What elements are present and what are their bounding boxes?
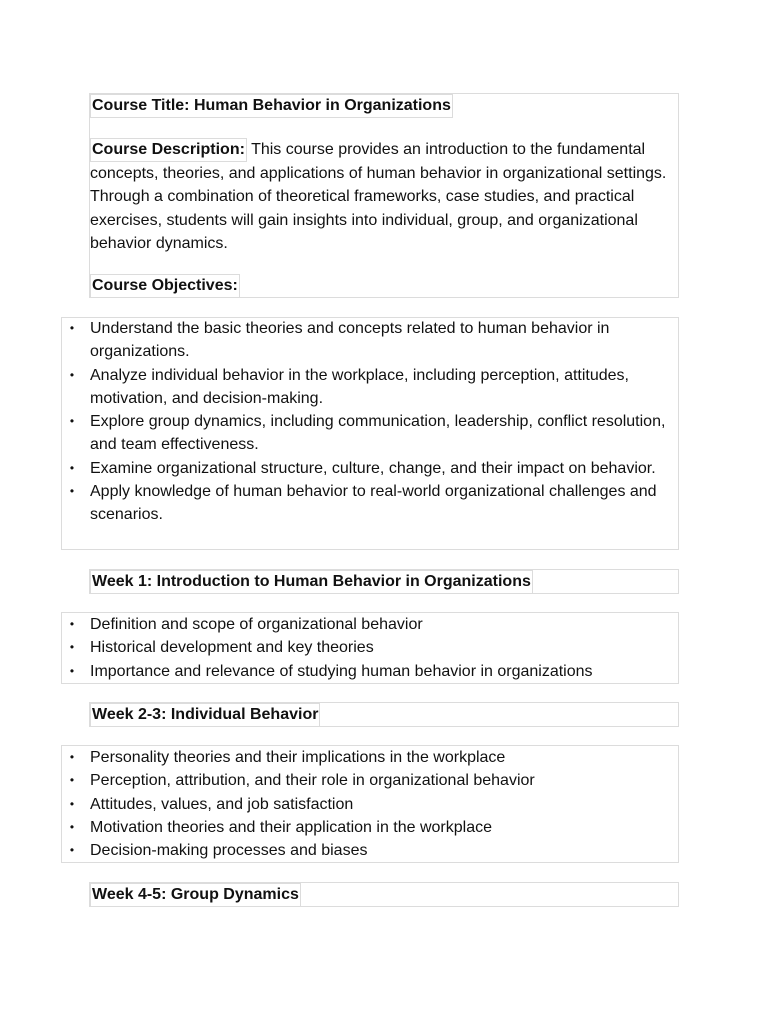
bullet-icon: •: [69, 843, 75, 858]
list-item: • Motivation theories and their application in the workplace: [62, 816, 678, 839]
week-4-5-heading-label: Week 4-5: Group Dynamics: [90, 883, 301, 907]
list-item: • Definition and scope of organizational behavior: [62, 613, 678, 636]
course-description: [90, 138, 676, 255]
course-objectives-heading: [90, 274, 676, 298]
course-description-label: Course Description:: [90, 138, 247, 162]
objectives-list: [62, 317, 678, 527]
week-1-heading: [90, 570, 676, 594]
bullet-icon: •: [69, 321, 75, 335]
bullet-icon: •: [69, 617, 75, 631]
bullet-icon: •: [69, 460, 75, 475]
course-description-text: This course provides an introduction to the fundamental concepts, theories, and applications of human behavior in organizational settings. Through a combination of theoretical frameworks, case studies, and practical exercises, students will gain insights into individual, group, and organizational behavior dynamics.: [90, 141, 667, 252]
list-item: • Analyze individual behavior in the workplace, including perception, attitudes, motivation, and decision-making.: [62, 364, 678, 411]
list-item: • Explore group dynamics, including communication, leadership, conflict resolution, and team effectiveness.: [62, 410, 678, 457]
week-2-3-heading-label: Week 2-3: Individual Behavior: [90, 703, 320, 727]
list-item: • Personality theories and their implications in the workplace: [62, 746, 678, 769]
course-objectives-label: Course Objectives:: [90, 274, 240, 298]
list-item: • Perception, attribution, and their role in organizational behavior: [62, 769, 678, 792]
course-title: [90, 94, 676, 118]
week-2-3-list: [62, 746, 678, 862]
list-item: • Understand the basic theories and concepts related to human behavior in organizations.: [62, 317, 678, 364]
week-1-list: [62, 613, 678, 683]
week-1-heading-label: Week 1: Introduction to Human Behavior in Organizations: [90, 570, 533, 594]
list-item: • Attitudes, values, and job satisfaction: [62, 793, 678, 816]
bullet-icon: •: [69, 773, 75, 788]
bullet-icon: •: [69, 640, 75, 655]
bullet-icon: •: [69, 663, 75, 678]
week-4-5-heading: [90, 883, 676, 907]
bullet-icon: •: [69, 414, 75, 429]
week-2-3-heading: [90, 703, 676, 727]
list-item: • Historical development and key theories: [62, 636, 678, 659]
list-item: • Examine organizational structure, culture, change, and their impact on behavior.: [62, 457, 678, 480]
bullet-icon: •: [69, 484, 75, 499]
bullet-icon: •: [69, 819, 75, 834]
bullet-icon: •: [69, 796, 75, 811]
bullet-icon: •: [69, 750, 75, 764]
list-item: • Decision-making processes and biases: [62, 839, 678, 862]
bullet-icon: •: [69, 367, 75, 382]
list-item: • Apply knowledge of human behavior to real-world organizational challenges and scenarios.: [62, 480, 678, 527]
course-title-label: Course Title: Human Behavior in Organizations: [90, 94, 453, 118]
list-item: • Importance and relevance of studying human behavior in organizations: [62, 660, 678, 683]
